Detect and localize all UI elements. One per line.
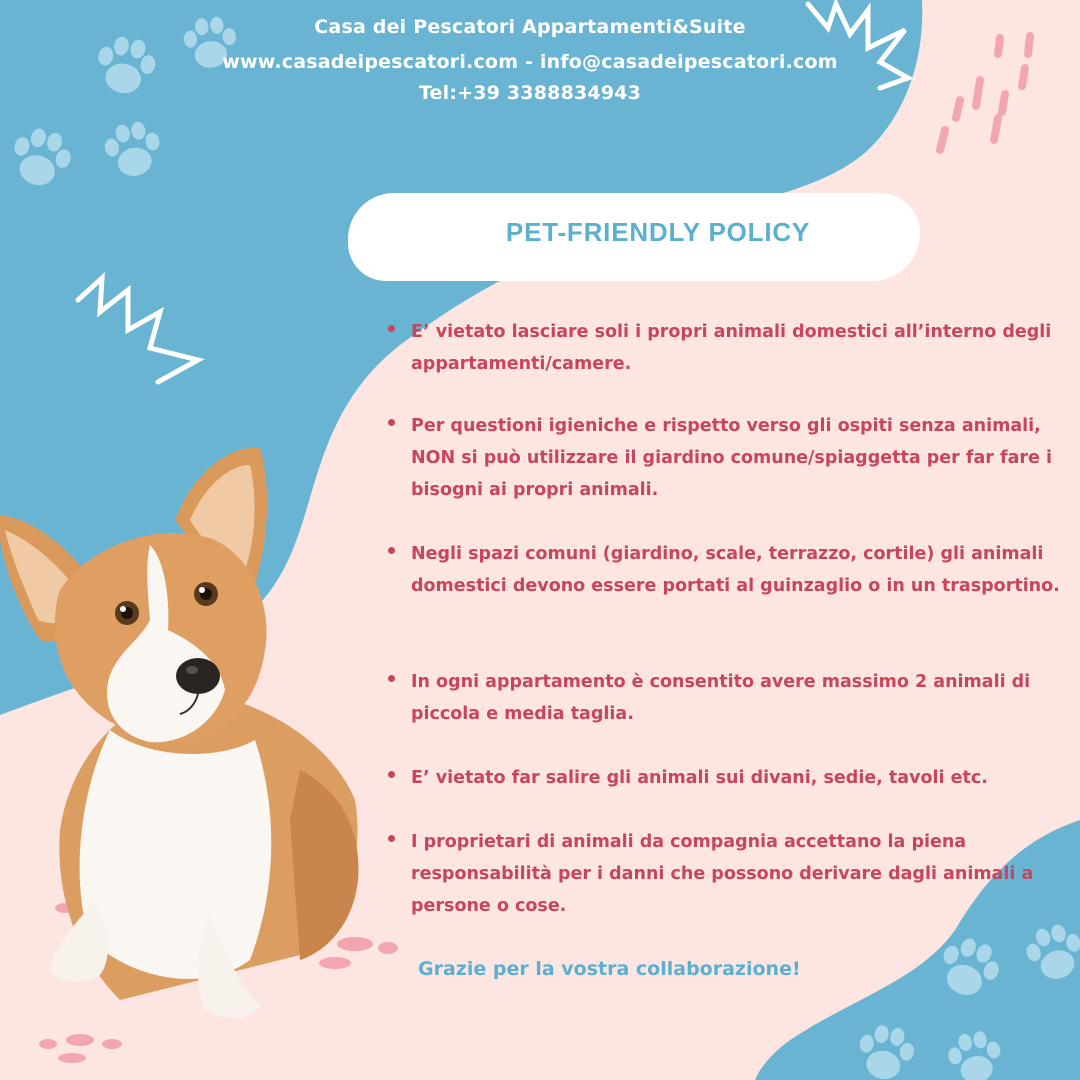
bullet-icon [388,547,395,554]
contact-line[interactable]: www.casadeipescatori.com - info@casadeipescatori.com [222,51,838,73]
title-badge [348,193,920,281]
list-item [384,826,1064,922]
thanks-message: Grazie per la vostra collaborazione! [418,958,801,980]
rule-text: In ogni appartamento è consentito avere massimo 2 animali di piccola e media taglia. [411,672,1031,724]
rule-text: Negli spazi comuni (giardino, scale, terrazzo, cortile) gli animali domestici devono essere portati al guinzaglio o in un trasportino. [411,544,1060,596]
list-item [384,762,1064,794]
list-item [384,316,1064,380]
bullet-icon [388,771,395,778]
rule-text: E’ vietato lasciare soli i propri animali domestici all’interno degli appartamenti/camere. [411,322,1052,374]
list-item [384,666,1064,730]
bullet-icon [388,675,395,682]
rule-text: Per questioni igieniche e rispetto verso gli ospiti senza animali, NON si può utilizzare il giardino comune/spiaggetta per far fare i bisogni ai propri animali. [411,416,1053,500]
phone-line[interactable]: Tel:+39 3388834943 [418,82,642,104]
list-item [384,410,1064,506]
list-item [384,538,1064,602]
page-title: PET-FRIENDLY POLICY [505,217,811,247]
business-name: Casa dei Pescatori Appartamenti&Suite [314,16,746,38]
rule-text: I proprietari di animali da compagnia accettano la piena responsabilità per i danni che possono derivare dagli animali a persone o cose. [411,832,1034,916]
rule-text: E’ vietato far salire gli animali sui divani, sedie, tavoli etc. [411,768,988,788]
bullet-icon [388,419,395,426]
bullet-icon [388,325,395,332]
bullet-icon [388,835,395,842]
